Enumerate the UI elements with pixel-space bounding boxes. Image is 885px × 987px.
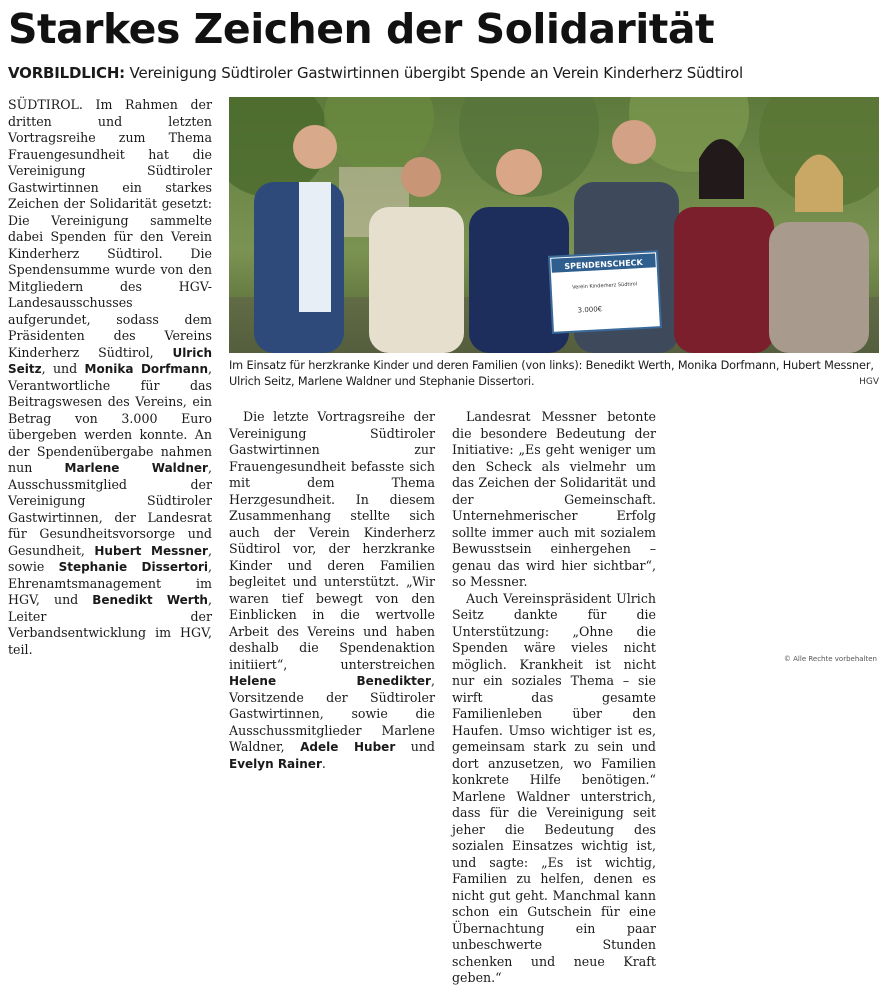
photo-caption: Im Einsatz für herzkranke Kinder und deren Familien (von links): Benedikt Werth, Monika Dorfmann, Hubert Messner, Ulrich Seitz, Marlene Waldner und Stephanie Dissertori. <box>229 359 874 388</box>
body-paragraph-1: SÜDTIROL. Im Rahmen der dritten und letzten Vortragsreihe zum Thema Frauengesundheit hat die Vereinigung Südtiroler Gastwirtinnen ein starkes Zeichen der Solidarität gesetzt: Die Vereinigung sammelte dabei Spenden für den Verein Kinderherz Südtirol. Die Spendensumme wurde von den Mitgliedern des HGV-Landesausschusses aufgerundet, sodass dem Präsidenten des Vereins Kinderherz Südtirol, Ulrich Seitz, und Monika Dorfmann, Verantwortliche für das Beitragswesen des Vereins, ein Betrag von 3.000 Euro übergeben werden konnte. An der Spendenübergabe nahmen nun Marlene Waldner, Ausschussmitglied der Vereinigung Südtiroler Gastwirtinnen, der Landesrat für Gesundheitsvorsorge und Gesundheit, Hubert Messner, sowie Stephanie Dissertori, Ehrenamtsmanagement im HGV, und Benedikt Werth, Leiter der Verbandsentwicklung im HGV, teil. <box>8 97 212 657</box>
check-amount: 3.000€ <box>577 305 603 315</box>
article-headline: Starkes Zeichen der Solidarität <box>8 5 715 53</box>
check-title: SPENDENSCHECK <box>564 257 643 272</box>
body-paragraph-4: Auch Vereinspräsident Ulrich Seitz dankte für die Unterstützung: „Ohne die Spenden wäre vieles nicht möglich. Krankheit ist nicht nur ein soziales Thema – sie wirft das gesamte Familienleben über den Haufen. Umso wichtiger ist es, gemeinsam stark zu sein und dort anzusetzen, wo Familien konkrete Hilfe benötigen.“ Marlene Waldner unterstrich, dass für die Vereinigung seit jeher die Bedeutung des sozialen Einsatzes wichtig ist, und sagte: „Es ist wichtig, Familien zu helfen, denen es nicht gut geht. Manchmal kann schon ein Gutschein für eine Übernachtung ein paar unbeschwerte Stunden schenken und neue Kraft geben.“ <box>452 590 656 985</box>
person-name: Helene Benedikter <box>229 674 431 688</box>
subheadline-text: Vereinigung Südtiroler Gastwirtinnen übergibt Spende an Verein Kinderherz Südtirol <box>124 64 743 82</box>
article-column-2 <box>229 409 435 772</box>
article-column-1 <box>8 97 212 658</box>
person-name: Hubert Messner <box>94 543 208 558</box>
article-subheadline <box>8 62 880 84</box>
check-recipient: Verein Kinderherz Südtirol <box>572 281 638 291</box>
article-column-3 <box>452 409 656 987</box>
photo-credit: HGV <box>859 377 879 387</box>
person-name: Ulrich Seitz <box>8 345 212 376</box>
kicker-label: VORBILDLICH: <box>8 64 125 82</box>
person-name: Monika Dorfmann <box>84 362 208 376</box>
body-paragraph-3: Landesrat Messner betonte die besondere Bedeutung der Initiative: „Es geht weniger um den Scheck als vielmehr um das Zeichen der Solidarität und der Gemeinschaft. Unternehmerischer Erfolg sollte immer auch mit sozialem Bewusstsein einhergehen – genau das wird hier sichtbar“, so Messner. <box>452 409 656 589</box>
donation-check <box>549 251 661 333</box>
person-name: Evelyn Rainer <box>229 756 322 771</box>
rights-notice: © Alle Rechte vorbehalten <box>783 655 877 663</box>
article-photo <box>229 97 879 353</box>
person-name: Benedikt Werth <box>92 593 208 607</box>
body-paragraph-2: Die letzte Vortragsreihe der Vereinigung Südtiroler Gastwirtinnen zur Frauengesundheit befasste sich mit dem Thema Herzgesundheit. In diesem Zusammenhang stellte sich auch der Verein Kinderherz Südtirol vor, der herzkranke Kinder und deren Familien begleitet und unterstützt. „Wir waren tief bewegt von den Einblicken in die wertvolle Arbeit des Vereins und haben deshalb die Spendenaktion initiiert“, unterstreichen Helene Benedikter, Vorsitzende der Südtiroler Gastwirtinnen, sowie die Ausschussmitglieder Marlene Waldner, Adele Huber und Evelyn Rainer. <box>229 409 435 771</box>
person-name: Marlene Waldner <box>64 461 208 475</box>
person-name: Stephanie Dissertori <box>58 560 208 574</box>
person-name: Adele Huber <box>300 740 396 754</box>
